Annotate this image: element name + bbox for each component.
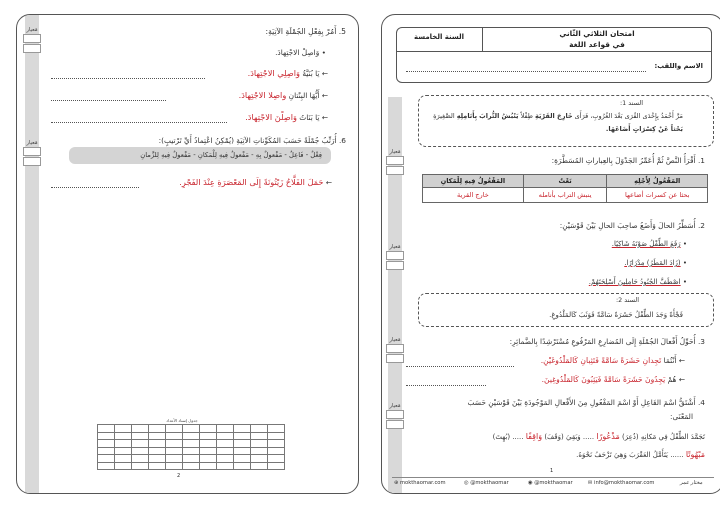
table-cell[interactable]: خارج القرية (423, 188, 524, 203)
footer-social[interactable]: ◎ @mokthaomar (464, 480, 509, 486)
mark-box: مَعيار (384, 403, 406, 429)
q4-line-1: تَجَمَّدَ الطِّفْلُ فِي مَكانِهِ (ذُعِرَ) مَذْعُورًا ..... وَبَقِيَ (وَقَفَ) وَاقِفًا ..... (بُهِتَ) (492, 432, 705, 441)
answer-line: ← أَيُّهَا البِنْتانِ واصِلا الاجْتِهادَ. (238, 90, 328, 100)
sanad-1-text-2: بَحْثاً عَنْ كِسْرَاتٍ أَضَاعَهَا. (605, 125, 683, 133)
name-label: الاسم واللقب: (654, 62, 703, 70)
footer-divider (392, 477, 714, 478)
dotted-line (51, 122, 227, 123)
q4-line-2: مَبْهُوتًا ...... يَتَأَمَّلُ العَقْرَبَ وَهِيَ تَزْحَفُ نَحْوَهُ. (576, 450, 705, 459)
name-field[interactable] (406, 71, 646, 72)
dotted-line (51, 100, 166, 101)
mark-box: مَعيار (384, 337, 406, 363)
question-3-instruction: 3. أُحَوِّلُ أَفْعالَ الجُمْلَةِ إِلَى المُضارِعِ المَرْفُوعِ مُسْتَرْشِدًا بِالضَّمائِرِ: (509, 337, 705, 346)
sanad-1-text: مَرَّ أَحْمَدُ بِإِحْدَى القُرَى بَعْدَ الغُرُوبِ، فَرَأَى خَارِجَ القَرْيَةِ طِفْلاً يَنْبُشُ التُّرابَ بِأَنَامِلِهِ الصَّغِيرَةِ (433, 112, 683, 120)
exam-page-1 (381, 14, 720, 494)
answer-line: ← يَا بُنَيَّةُ وَاصِلِي الاجْتِهادَ. (247, 68, 328, 78)
question-2-instruction: 2. أُسَطِّرُ الحالَ وَأَضَعُ صاحِبَ الحالِ بَيْنَ قَوْسَيْنِ: (559, 221, 705, 230)
page-number: 2 (177, 473, 181, 479)
footer-website[interactable]: ⊕ mokthaomar.com (394, 480, 446, 486)
question-1-instruction: 1. أَقْرَأُ النَّصَّ ثُمَّ أُعَمِّرُ الجَدْوَلَ بِالعِباراتِ المُسَطَّرَةِ: (551, 156, 705, 165)
dotted-line (51, 78, 205, 79)
grade-label: السنة الخامسة (413, 33, 465, 41)
question-5-instruction: 5. أَمُرْ بِفِعْلِ الجُمْلَةِ الآتِيَةِ: (265, 27, 346, 36)
table-header: المَفْعُولُ لِأَجْلِهِ (607, 175, 708, 188)
exam-page-2 (16, 14, 359, 494)
dotted-line (51, 187, 139, 188)
mark-box: مَعيار (384, 244, 406, 270)
table-header: نَعْتٌ (523, 175, 607, 188)
footer-email[interactable]: ✉ info@mokthaomar.com (588, 480, 655, 486)
marks-strip (25, 15, 39, 493)
q2-line: • (زَادَ المَطَرُ) مِدْرَارًا. (624, 259, 687, 267)
answer-table (422, 174, 708, 203)
table-cell[interactable]: بحثا عن كسرات أضاعها (607, 188, 708, 203)
sanad-2-text: فَجْأَةً وَجَدَ الطِّفْلُ حَشَرَةً سَامَّةً فَوَثَبَ كَالمَلْدُوغِ. (549, 311, 683, 319)
dotted-line (406, 366, 514, 367)
q2-line: • اصْطَفَّ الجُنُودُ حَامِلِينَ أَسْلِحَتَهُمْ. (588, 278, 687, 286)
header-divider (396, 51, 712, 52)
answer-line: ← يَا بَنَاتُ وَاصِلْنَ الاجْتِهادَ. (245, 112, 328, 122)
answer-line: ← هُمْ يَجِدُونَ حَشَرَةً سَامَّةً فَيَثِبُونَ كَالمَلْدُوغِينَ. (541, 375, 685, 384)
q2-line: • رَفَعَ الطِّفْلُ صَوْتَهُ شَاكِيًا. (611, 240, 687, 248)
grid-title: جدول إسناد الأعداد (166, 418, 198, 423)
sanad-1-label: السند 1: (620, 99, 643, 107)
exam-subject: في قواعد اللغة (569, 40, 625, 49)
question-5-sentence: • وَاصِلْ الاجْتِهادَ. (275, 48, 326, 57)
mark-box: مَعيار (21, 140, 43, 166)
answer-line: ← أَنْتُمَا تَجِدانِ حَشَرَةً سَامَّةً فَتَثِبانِ كَالمَلْدُوغَيْنِ. (540, 356, 685, 365)
question-6-instruction: 6. أُرَتِّبُ جُمْلَةً حَسَبَ المُكَوِّناتِ الآتِيَةِ (يُمْكِنُ اعْتِمادُ أَيِّ تَرْتيبٍ): (158, 136, 346, 145)
answer-line: ← حَمَلَ الفَلَّاحُ زَيْتُونَةً إِلَى المَعْصَرَةِ عِنْدَ الفَجْرِ. (179, 177, 332, 187)
footer-signature: مختار عمر (680, 480, 703, 486)
table-header: المَفْعُولُ فِيهِ لِلْمَكانِ (423, 175, 524, 188)
dotted-line (406, 385, 486, 386)
page-number: 1 (550, 468, 554, 474)
table-cell[interactable]: ينبش التراب بأنامله (523, 188, 607, 203)
sanad-2-label: السند 2: (616, 296, 639, 304)
sanad-1-box (418, 95, 714, 147)
mark-box: مَعيار (21, 27, 43, 53)
question-4-instruction: 4. أَشْتَقُّ اسْمَ الفَاعِلِ أَوْ اسْمَ المَفْعُولِ مِنَ الأَفْعالِ المَوْجُودَةِ بَيْنَ قَوْسَيْنِ حَسَبَ (467, 398, 705, 407)
grading-grid (97, 424, 285, 470)
question-4-instruction-2: المَعْنَى: (669, 412, 693, 421)
mark-box: مَعيار (384, 149, 406, 175)
components-text: فِعْلٌ - فَاعِلٌ - مَفْعولٌ بِهِ - مَفْعولٌ فِيهِ لِلْمَكانِ - مَفْعولٌ فِيهِ لِلزَّمانِ (140, 151, 322, 159)
sanad-2-box (418, 293, 714, 327)
exam-title: امتحان الثلاثي الثّاني (559, 29, 635, 38)
footer-social[interactable]: ◉ @mokthaomar (528, 480, 573, 486)
